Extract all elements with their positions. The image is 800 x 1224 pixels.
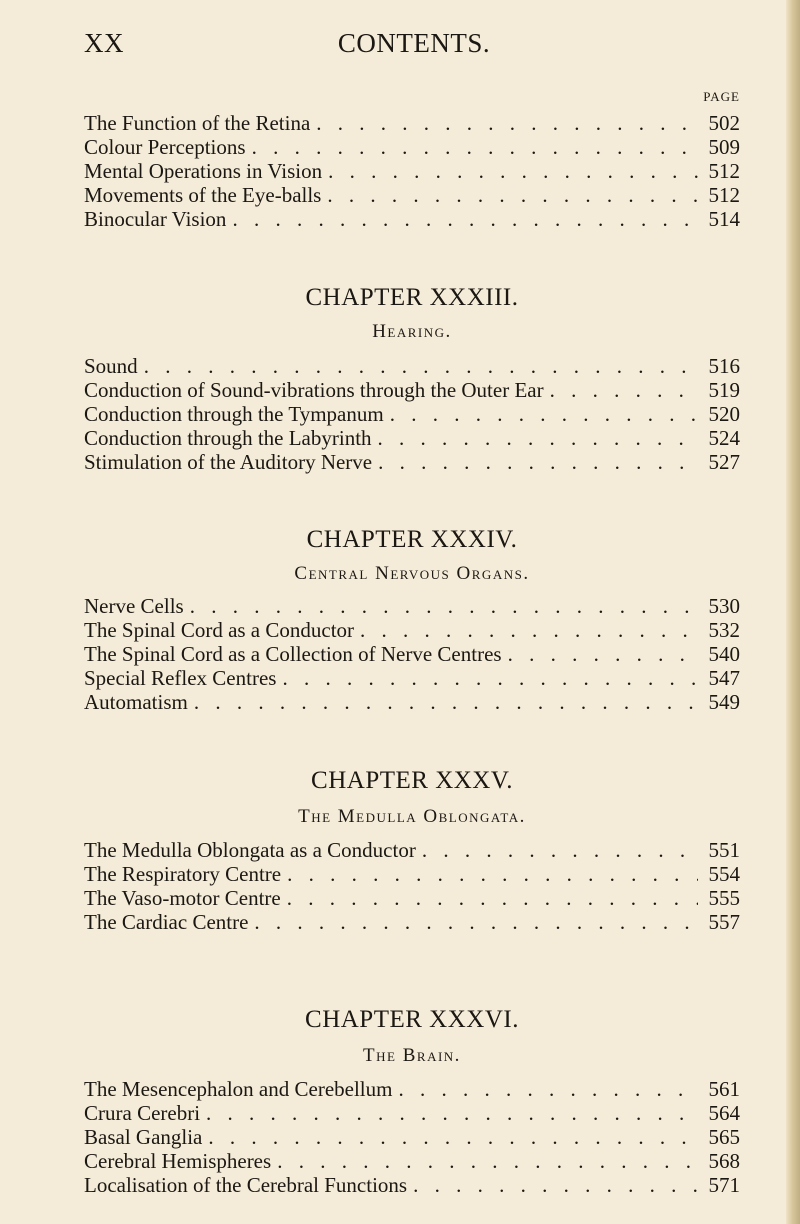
chapter-subtitle: The Medulla Oblongata. <box>298 806 526 827</box>
toc-entry <box>84 1077 740 1101</box>
page-folio: XX <box>84 28 124 58</box>
toc-entry <box>84 207 740 231</box>
toc-entry <box>84 690 740 714</box>
dot-leader <box>390 402 698 426</box>
toc-entry-title: The Cardiac Centre <box>84 910 249 934</box>
dot-leader <box>232 207 698 231</box>
toc-entry-title: The Vaso-motor Centre <box>84 886 281 910</box>
dot-leader <box>422 838 698 862</box>
toc-entry-page: 555 <box>708 886 740 910</box>
toc-entry-page: 551 <box>708 838 740 862</box>
running-head-title: CONTENTS. <box>337 28 491 58</box>
chapter-heading: CHAPTER XXXIV. <box>306 526 518 553</box>
toc-entry-page: 564 <box>708 1101 740 1125</box>
dot-leader <box>316 111 698 135</box>
toc-entry <box>84 111 740 135</box>
dot-leader <box>327 183 698 207</box>
dot-leader <box>378 450 698 474</box>
dot-leader <box>252 135 698 159</box>
chapter-heading: CHAPTER XXXIII. <box>305 284 519 311</box>
dot-leader <box>508 642 698 666</box>
chapter-heading: CHAPTER XXXV. <box>311 767 513 794</box>
toc-entry <box>84 354 740 378</box>
toc-entry-title: The Function of the Retina <box>84 111 311 135</box>
toc-entry-title: The Spinal Cord as a Conductor <box>84 618 355 642</box>
dot-leader <box>282 666 698 690</box>
toc-entry <box>84 1149 740 1173</box>
toc-entry-page: 516 <box>708 354 740 378</box>
page-column-label: PAGE <box>703 89 740 104</box>
toc-entry-page: 532 <box>708 618 740 642</box>
toc-entry-title: Movements of the Eye-balls <box>84 183 322 207</box>
toc-entry-page: 514 <box>708 207 740 231</box>
dot-leader <box>190 594 698 618</box>
toc-entry-title: Colour Perceptions <box>84 135 246 159</box>
toc-entry <box>84 838 740 862</box>
toc-entry-title: Stimulation of the Auditory Nerve <box>84 450 373 474</box>
dot-leader <box>550 378 698 402</box>
toc-entry-page: 568 <box>708 1149 740 1173</box>
toc-entry-page: 547 <box>708 666 740 690</box>
toc-entry-title: Conduction through the Labyrinth <box>84 426 372 450</box>
toc-entry-title: Conduction of Sound-vibrations through the Outer Ear <box>84 378 544 402</box>
toc-entry <box>84 642 740 666</box>
toc-entry <box>84 886 740 910</box>
dot-leader <box>144 354 698 378</box>
chapter-subtitle: The Brain. <box>363 1045 461 1066</box>
toc-entry-title: The Spinal Cord as a Collection of Nerve Centres <box>84 642 502 666</box>
chapter-subtitle: Hearing. <box>372 321 452 342</box>
dot-leader <box>287 886 698 910</box>
dot-leader <box>277 1149 698 1173</box>
toc-chapter-entries <box>84 354 740 474</box>
toc-entry <box>84 1125 740 1149</box>
toc-entry <box>84 183 740 207</box>
toc-entry <box>84 426 740 450</box>
chapter-subtitle: Central Nervous Organs. <box>294 563 530 584</box>
chapter-heading: CHAPTER XXXVI. <box>305 1006 519 1033</box>
toc-entry-page: 549 <box>708 690 740 714</box>
toc-entry-page: 540 <box>708 642 740 666</box>
dot-leader <box>360 618 698 642</box>
toc-entry-page: 509 <box>708 135 740 159</box>
toc-chapter-entries <box>84 838 740 934</box>
toc-entry-page: 557 <box>708 910 740 934</box>
toc-entry-title: Conduction through the Tympanum <box>84 402 384 426</box>
toc-entry-title: Localisation of the Cerebral Functions <box>84 1173 408 1197</box>
toc-entry-page: 571 <box>708 1173 740 1197</box>
toc-entry <box>84 594 740 618</box>
toc-opening-entries <box>84 111 740 231</box>
toc-chapter-entries <box>84 594 740 714</box>
toc-entry <box>84 910 740 934</box>
page-edge-shadow <box>786 0 800 1224</box>
toc-entry <box>84 618 740 642</box>
toc-entry-title: Sound <box>84 354 138 378</box>
dot-leader <box>413 1173 698 1197</box>
toc-entry <box>84 450 740 474</box>
toc-entry-page: 502 <box>708 111 740 135</box>
dot-leader <box>206 1101 698 1125</box>
toc-chapter-entries <box>84 1077 740 1197</box>
toc-entry-page: 520 <box>708 402 740 426</box>
toc-entry <box>84 135 740 159</box>
dot-leader <box>254 910 698 934</box>
toc-entry <box>84 862 740 886</box>
toc-entry-title: The Respiratory Centre <box>84 862 282 886</box>
dot-leader <box>328 159 698 183</box>
toc-entry <box>84 1101 740 1125</box>
toc-entry <box>84 159 740 183</box>
toc-entry-page: 524 <box>708 426 740 450</box>
toc-entry <box>84 378 740 402</box>
toc-entry-title: Special Reflex Centres <box>84 666 277 690</box>
toc-entry <box>84 1173 740 1197</box>
dot-leader <box>287 862 698 886</box>
toc-entry-page: 565 <box>708 1125 740 1149</box>
toc-entry-title: Automatism <box>84 690 188 714</box>
toc-entry <box>84 666 740 690</box>
toc-entry-page: 527 <box>708 450 740 474</box>
toc-entry-title: Mental Operations in Vision <box>84 159 323 183</box>
toc-entry-page: 512 <box>708 159 740 183</box>
toc-entry-page: 519 <box>708 378 740 402</box>
toc-entry-title: The Medulla Oblongata as a Conductor <box>84 838 416 862</box>
toc-entry-title: Nerve Cells <box>84 594 184 618</box>
toc-entry-title: The Mesencephalon and Cerebellum <box>84 1077 393 1101</box>
dot-leader <box>194 690 698 714</box>
toc-entry-title: Binocular Vision <box>84 207 227 231</box>
toc-entry-page: 530 <box>708 594 740 618</box>
toc-entry-title: Basal Ganglia <box>84 1125 203 1149</box>
toc-entry-title: Cerebral Hemispheres <box>84 1149 272 1173</box>
dot-leader <box>378 426 698 450</box>
dot-leader <box>398 1077 698 1101</box>
dot-leader <box>208 1125 698 1149</box>
running-head <box>84 28 744 64</box>
toc-entry-title: Crura Cerebri <box>84 1101 201 1125</box>
toc-entry-page: 561 <box>708 1077 740 1101</box>
toc-entry-page: 512 <box>708 183 740 207</box>
toc-entry-page: 554 <box>708 862 740 886</box>
toc-entry <box>84 402 740 426</box>
